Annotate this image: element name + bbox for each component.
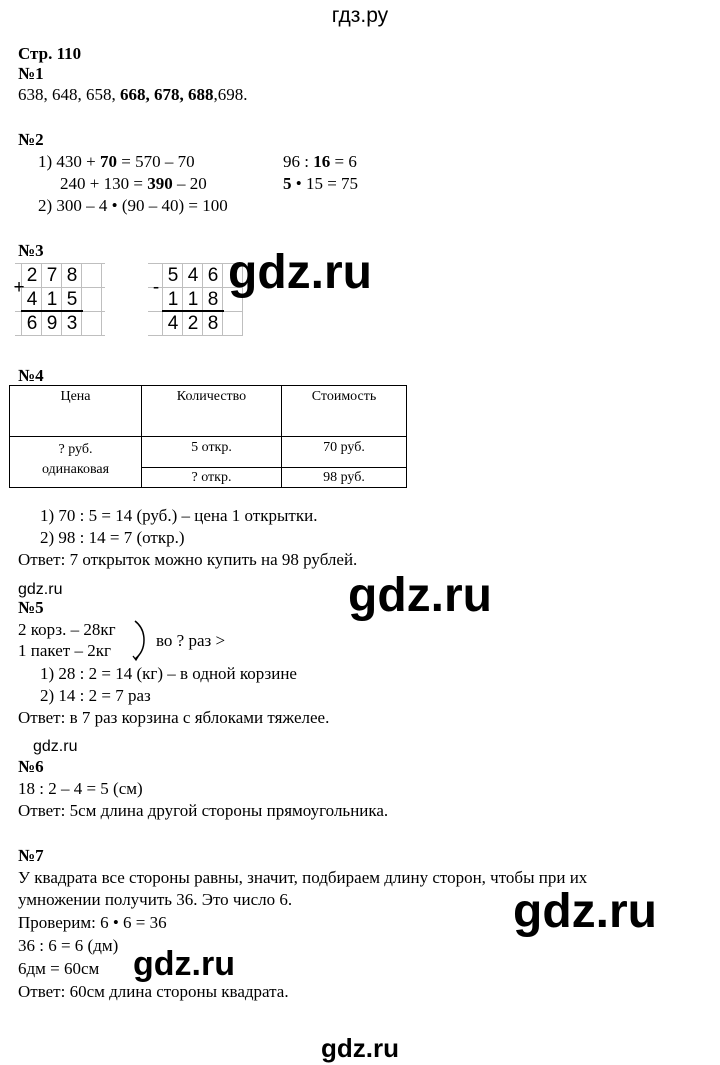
minus-sign: - bbox=[152, 277, 160, 298]
sub-row2-d3: 8 bbox=[207, 289, 219, 310]
add-row1-d1: 2 bbox=[26, 265, 38, 286]
task5-step1: 1) 28 : 2 = 14 (кг) – в одной корзине bbox=[40, 664, 297, 683]
task2-l1a-bold: 70 bbox=[100, 152, 117, 171]
addition-column bbox=[15, 263, 105, 338]
task1-answer bbox=[18, 84, 248, 105]
add-row1-d2: 7 bbox=[46, 265, 58, 286]
task7-para2: умножении получить 36. Это число 6. bbox=[18, 890, 293, 909]
task7-answer: Ответ: 60см длина стороны квадрата. bbox=[18, 982, 289, 1001]
header-price: Цена bbox=[10, 386, 142, 437]
qty-cell-1: 5 откр. bbox=[142, 437, 282, 468]
task5-label: №5 bbox=[18, 598, 44, 617]
task2-l1b-bold: 16 bbox=[313, 152, 331, 171]
task4-answer: Ответ: 7 открыток можно купить на 98 рублей. bbox=[18, 550, 358, 569]
task2-l2a-bold: 390 bbox=[147, 174, 173, 193]
task2-l2b-part2: • 15 = 75 bbox=[291, 174, 359, 193]
task5-cond2: 1 пакет – 2кг bbox=[18, 641, 111, 660]
task4-step2: 2) 98 : 14 = 7 (откр.) bbox=[40, 528, 185, 547]
plus-sign: + bbox=[13, 277, 25, 298]
price-line1: ? руб. bbox=[58, 442, 93, 457]
watermark-small-2: gdz.ru bbox=[33, 738, 78, 755]
watermark-3: gdz.ru bbox=[513, 885, 657, 938]
watermark-1: gdz.ru bbox=[228, 246, 372, 299]
add-row2-d3: 5 bbox=[66, 289, 78, 310]
task2-line2b bbox=[283, 173, 358, 194]
sub-row2-d1: 1 bbox=[167, 289, 179, 310]
task7-step1: 36 : 6 = 6 (дм) bbox=[18, 936, 119, 955]
task4-label: №4 bbox=[18, 366, 44, 385]
page-label: Стр. 110 bbox=[18, 44, 82, 63]
price-line2: одинаковая bbox=[41, 462, 110, 477]
price-cell bbox=[10, 437, 142, 488]
task7-para1: У квадрата все стороны равны, значит, подбираем длину сторон, чтобы при их bbox=[18, 868, 588, 887]
task2-line1b bbox=[283, 151, 357, 172]
task6-answer: Ответ: 5см длина другой стороны прямоугольника. bbox=[18, 801, 389, 820]
task2-label: №2 bbox=[18, 130, 44, 149]
task5-cond1: 2 корз. – 28кг bbox=[18, 620, 116, 639]
task2-l1a-part2: = 570 – 70 bbox=[117, 152, 195, 171]
qty-cell-2: ? откр. bbox=[142, 468, 282, 488]
watermark-4: gdz.ru bbox=[133, 945, 235, 983]
task2-l2a-part2: – 20 bbox=[172, 174, 207, 193]
sub-res-d1: 4 bbox=[167, 313, 179, 334]
site-header: гдз.ру bbox=[331, 4, 389, 27]
sub-row1-d2: 4 bbox=[187, 265, 199, 286]
task5-question: во ? раз > bbox=[156, 631, 226, 650]
task5-step2: 2) 14 : 2 = 7 раз bbox=[40, 686, 151, 705]
task2-l2a-part1: 240 + 130 = bbox=[60, 174, 148, 193]
watermark-2: gdz.ru bbox=[348, 569, 492, 622]
add-res-d3: 3 bbox=[66, 313, 78, 334]
task1-label: №1 bbox=[18, 64, 44, 83]
task6-step1: 18 : 2 – 4 = 5 (см) bbox=[18, 779, 143, 798]
add-row1-d3: 8 bbox=[66, 265, 78, 286]
add-row2-d1: 4 bbox=[26, 289, 38, 310]
task2-l1a-part1: 1) 430 + bbox=[38, 152, 100, 171]
task1-plain-start: 638, 648, 658, bbox=[18, 85, 120, 104]
task5-answer: Ответ: в 7 раз корзина с яблоками тяжелее. bbox=[18, 708, 330, 727]
comparison-brace-icon bbox=[132, 618, 150, 662]
task7-check: Проверим: 6 • 6 = 36 bbox=[18, 913, 167, 932]
task2-line2a bbox=[60, 173, 207, 194]
price-table bbox=[9, 385, 407, 488]
cost-cell-2: 98 руб. bbox=[282, 468, 407, 488]
sub-row1-d1: 5 bbox=[167, 265, 179, 286]
cost-cell-1: 70 руб. bbox=[282, 437, 407, 468]
task2-l1b-part2: = 6 bbox=[330, 152, 357, 171]
task1-bold-values: 668, 678, 688 bbox=[120, 85, 214, 104]
add-res-d2: 9 bbox=[46, 313, 58, 334]
task2-line1a bbox=[38, 151, 195, 172]
task3-label: №3 bbox=[18, 241, 44, 260]
task6-label: №6 bbox=[18, 757, 44, 776]
footer-watermark: gdz.ru bbox=[321, 1033, 399, 1063]
sub-res-d2: 2 bbox=[187, 313, 199, 334]
task1-plain-end: ,698. bbox=[213, 85, 248, 104]
add-row2-d2: 1 bbox=[46, 289, 58, 310]
task2-l1b-part1: 96 : bbox=[283, 152, 314, 171]
sub-row2-d2: 1 bbox=[187, 289, 199, 310]
add-res-d1: 6 bbox=[26, 313, 38, 334]
task4-step1: 1) 70 : 5 = 14 (руб.) – цена 1 открытки. bbox=[40, 506, 318, 525]
task7-convert: 6дм = 60см bbox=[18, 959, 100, 978]
task7-label: №7 bbox=[18, 846, 44, 865]
header-quantity: Количество bbox=[142, 386, 282, 437]
task2-l2b-bold: 5 bbox=[283, 174, 292, 193]
watermark-small-1: gdz.ru bbox=[18, 581, 63, 598]
task2-line3: 2) 300 – 4 • (90 – 40) = 100 bbox=[38, 196, 228, 215]
sub-row1-d3: 6 bbox=[207, 265, 219, 286]
sub-res-d3: 8 bbox=[207, 313, 219, 334]
header-cost: Стоимость bbox=[282, 386, 407, 437]
